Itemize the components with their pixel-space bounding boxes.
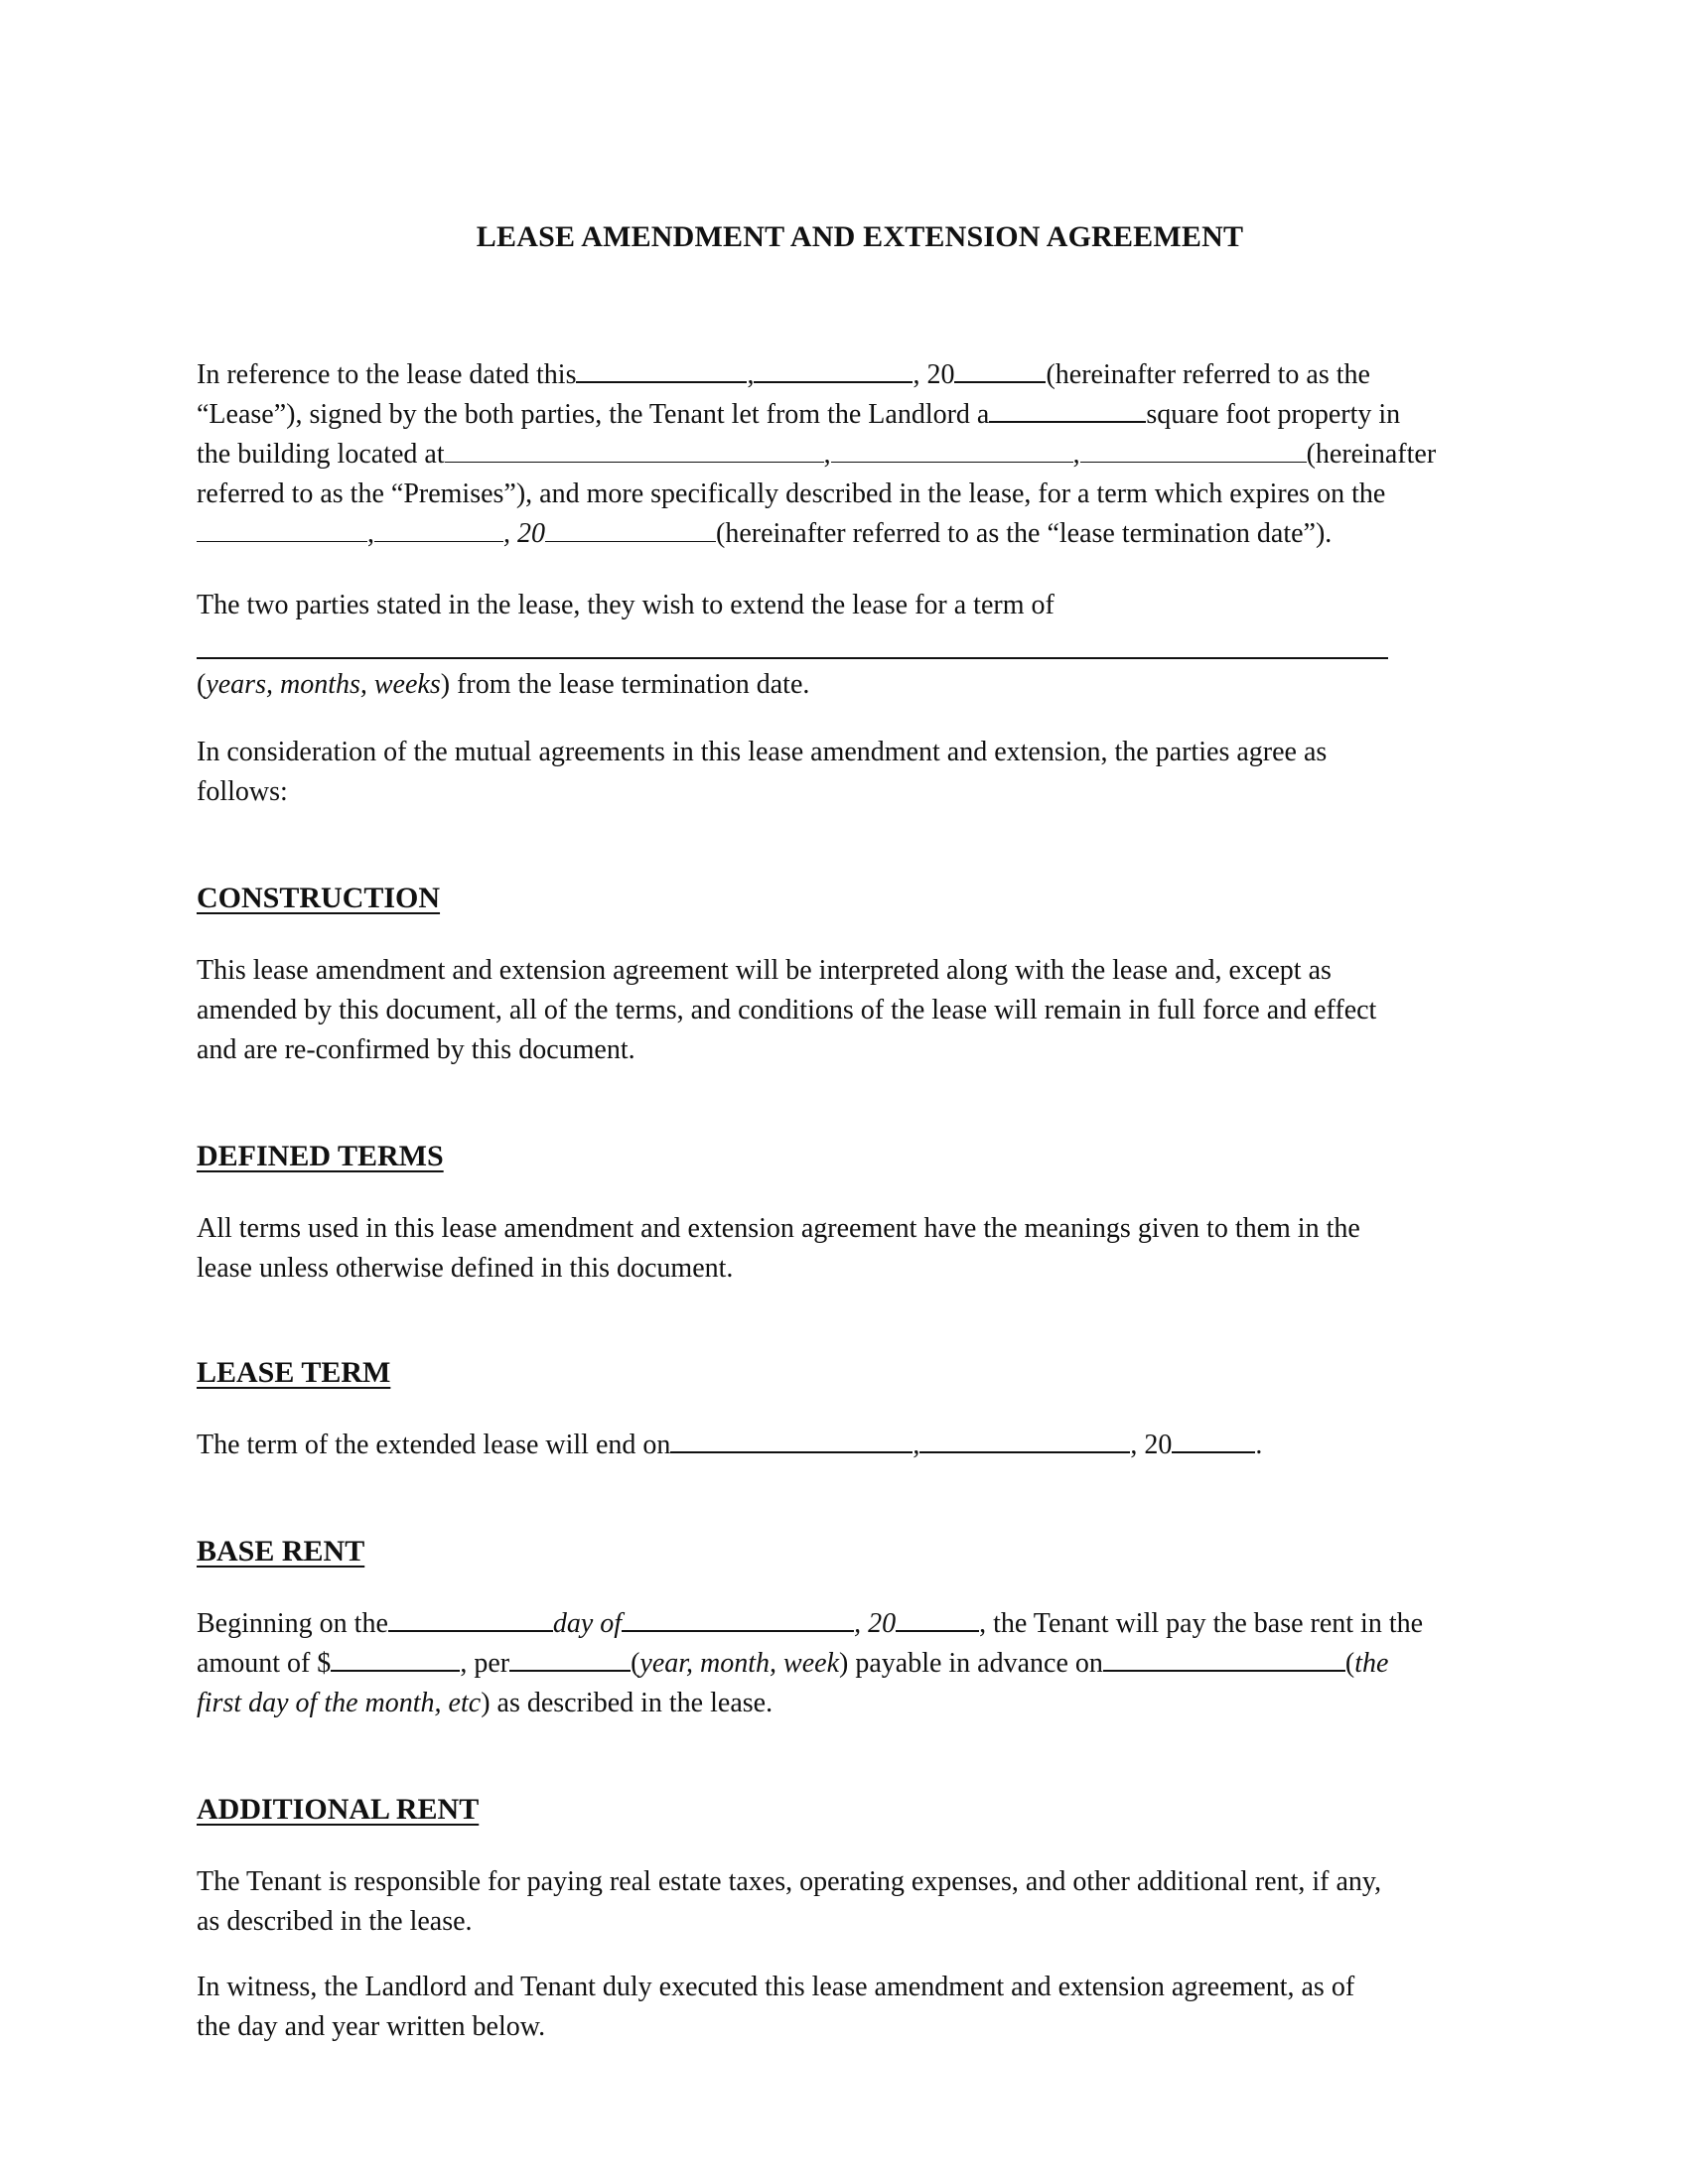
construction-heading: CONSTRUCTION	[197, 882, 441, 914]
lease-year-blank[interactable]	[954, 357, 1046, 383]
extension-paragraph: The two parties stated in the lease, they wish to extend the lease for a term of	[197, 590, 1055, 620]
rent-payment-day-blank[interactable]	[1103, 1646, 1345, 1672]
additional-rent-paragraph: The Tenant is responsible for paying real estate taxes, operating expenses, and other additional rent, if any, as described in the lease.	[197, 1866, 1382, 1937]
extended-end-year-blank[interactable]	[1172, 1428, 1255, 1453]
extended-end-date-blank-2[interactable]	[919, 1428, 1130, 1453]
intro-line-5: , , 20 (hereinafter referred to as the “lease termination date”).	[197, 514, 1436, 554]
extended-end-date-blank-1[interactable]	[670, 1428, 913, 1453]
lease-term-paragraph: The term of the extended lease will end on , , 20 .	[197, 1430, 1263, 1460]
rent-start-year-blank[interactable]	[896, 1606, 979, 1632]
rent-start-month-blank[interactable]	[622, 1606, 854, 1632]
rent-amount-blank[interactable]	[331, 1646, 460, 1672]
intro-line-2: “Lease”), signed by the both parties, the Tenant let from the Landlord a square foot property in	[197, 399, 1401, 430]
witness-paragraph: In witness, the Landlord and Tenant duly executed this lease amendment and extension agreement, as of the day and year written below.	[197, 1972, 1355, 2042]
lease-date-blank-2[interactable]	[754, 357, 913, 383]
expiry-date-blank-2[interactable]	[374, 517, 503, 542]
expiry-date-blank-1[interactable]	[197, 517, 367, 542]
intro-paragraph	[197, 355, 1436, 554]
premises-city-blank[interactable]	[831, 438, 1073, 463]
base-rent-heading: BASE RENT	[197, 1535, 365, 1568]
base-rent-paragraph: Beginning on the day of , 20 , the Tenant will pay the base rent in the amount of $ , per (year, month, week) payable in advance on (the first day of the month, etc) as described in the lease.	[197, 1608, 1424, 1718]
lease-term-heading: LEASE TERM	[197, 1356, 391, 1389]
extension-units-line: (years, months, weeks) from the lease termination date.	[197, 669, 810, 700]
premises-state-blank[interactable]	[1080, 438, 1307, 463]
consideration-paragraph: In consideration of the mutual agreements in this lease amendment and extension, the parties agree as follows:	[197, 737, 1328, 807]
additional-rent-heading: ADDITIONAL RENT	[197, 1793, 480, 1826]
intro-line-1: In reference to the lease dated this , , 20 (hereinafter referred to as the	[197, 359, 1370, 390]
premises-address-blank[interactable]	[445, 438, 824, 463]
extension-term-blank[interactable]	[197, 657, 1388, 659]
intro-line-4: referred to as the “Premises”), and more specifically described in the lease, for a term which expires on the	[197, 478, 1386, 509]
intro-line-3: the building located at , , (hereinafter	[197, 439, 1437, 470]
rent-period-blank[interactable]	[509, 1646, 631, 1672]
lease-date-blank-1[interactable]	[576, 357, 747, 383]
construction-paragraph: This lease amendment and extension agreement will be interpreted along with the lease and, except as amended by this document, all of the terms, and conditions of the lease will remain in full force and effect and are re-confirmed by this document.	[197, 955, 1377, 1065]
expiry-year-blank[interactable]	[545, 517, 716, 542]
defined-terms-heading: DEFINED TERMS	[197, 1140, 444, 1172]
document-title: LEASE AMENDMENT AND EXTENSION AGREEMENT	[476, 220, 1244, 253]
rent-start-day-blank[interactable]	[388, 1606, 553, 1632]
defined-terms-paragraph: All terms used in this lease amendment and extension agreement have the meanings given to them in the lease unless otherwise defined in this document.	[197, 1213, 1360, 1284]
square-foot-blank[interactable]	[989, 397, 1146, 423]
